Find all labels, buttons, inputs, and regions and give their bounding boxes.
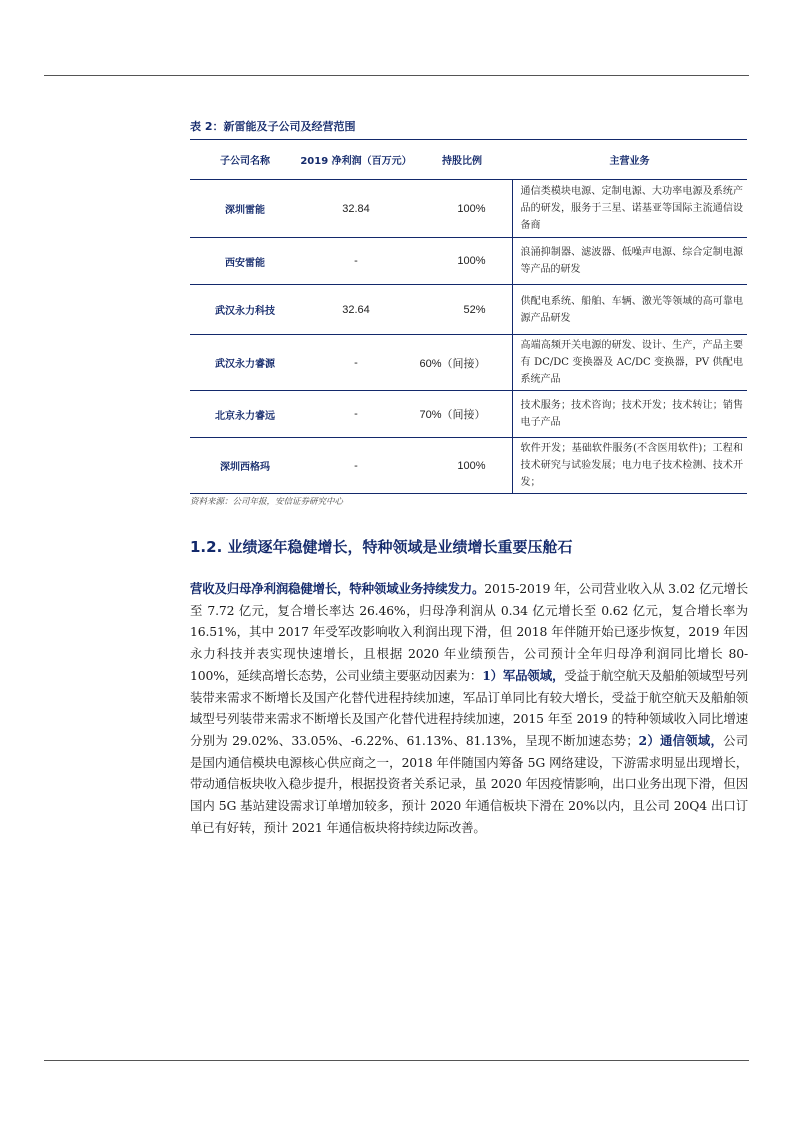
table-row xyxy=(190,335,747,391)
net-profit: - xyxy=(300,335,412,391)
footer-rule xyxy=(44,1060,749,1061)
subsidiary-name: 武汉永力科技 xyxy=(190,285,300,335)
share-ratio: 100% xyxy=(412,238,512,285)
body-paragraph xyxy=(190,578,748,838)
net-profit: 32.84 xyxy=(300,180,412,238)
main-business: 技术服务；技术咨询；技术开发；技术转让；销售电子产品 xyxy=(512,391,747,438)
section-heading: 1.2. 业绩逐年稳健增长，特种领域是业绩增长重要压舱石 xyxy=(190,538,573,556)
table-row xyxy=(190,238,747,285)
header-rule xyxy=(44,75,749,76)
paragraph-text: 2015-2019 年，公司营业收入从 3.02 亿元增长至 7.72 亿元，复合增长率达 26.46%，归母净利润从 0.34 亿元增长至 0.62 亿元，复合增长率为 16.51%，其中 2017 年受军改影响收入利润出现下滑，但 2018 年伴随开始已逐步恢复，2019 年因永力科技并表实现快速增长，且根据 2020 年业绩预告，公司预计全年归母净利润同比增长 80-100%，延续高增长态势，公司业绩主要驱动因素为： xyxy=(190,581,749,683)
driver-telecom: 2）通信领域， xyxy=(638,732,724,748)
main-business: 软件开发；基础软件服务(不含医用软件)；工程和技术研究与试验发展；电力电子技术检测、技术开发； xyxy=(512,438,747,494)
header-subsidiary-name: 子公司名称 xyxy=(190,140,300,180)
share-ratio: 100% xyxy=(412,438,512,494)
share-ratio: 52% xyxy=(412,285,512,335)
net-profit: 32.64 xyxy=(300,285,412,335)
header-share-ratio: 持股比例 xyxy=(412,140,512,180)
table-row xyxy=(190,438,747,494)
subsidiary-name: 北京永力睿远 xyxy=(190,391,300,438)
header-net-profit: 2019 净利润（百万元） xyxy=(300,140,412,180)
driver-military: 1）军品领域， xyxy=(482,667,565,683)
subsidiary-table xyxy=(190,139,747,494)
subsidiary-name: 武汉永力睿源 xyxy=(190,335,300,391)
header-main-business: 主营业务 xyxy=(512,140,747,180)
table-source-note: 资料来源：公司年报，安信证券研究中心 xyxy=(190,497,344,507)
table-header-row xyxy=(190,140,747,180)
subsidiary-name: 西安雷能 xyxy=(190,238,300,285)
subsidiary-name: 深圳雷能 xyxy=(190,180,300,238)
main-business: 浪涌抑制器、滤波器、低噪声电源、综合定制电源等产品的研发 xyxy=(512,238,747,285)
main-business: 高端高频开关电源的研发、设计、生产，产品主要有 DC/DC 变换器及 AC/DC 变换器，PV 供配电系统产品 xyxy=(512,335,747,391)
table-row xyxy=(190,391,747,438)
paragraph-text: 公司是国内通信模块电源核心供应商之一，2018 年伴随国内筹备 5G 网络建设，下游需求明显出现增长，带动通信板块收入稳步提升，根据投资者关系记录，虽 2020 年因疫情影响，出口业务出现下滑，但因国内 5G 基站建设需求订单增加较多，预计 2020 年通信板块下滑在 20%以内，且公司 20Q4 出口订单已有好转，预计 2021 年通信板块将持续边际改善。 xyxy=(190,732,748,835)
net-profit: - xyxy=(300,438,412,494)
share-ratio: 70%（间接） xyxy=(412,391,512,438)
net-profit: - xyxy=(300,391,412,438)
main-business: 通信类模块电源、定制电源、大功率电源及系统产品的研发，服务于三星、诺基亚等国际主流通信设备商 xyxy=(512,180,747,238)
table-title: 表 2：新雷能及子公司及经营范围 xyxy=(190,120,356,133)
share-ratio: 60%（间接） xyxy=(412,335,512,391)
table-row xyxy=(190,285,747,335)
net-profit: - xyxy=(300,238,412,285)
main-business: 供配电系统、船舶、车辆、激光等领域的高可靠电源产品研发 xyxy=(512,285,747,335)
subsidiary-name: 深圳西格玛 xyxy=(190,438,300,494)
paragraph-text: 受益于航空航天及船舶领域型号列装带来需求不断增长及国产化替代进程持续加速，军品订单同比有较大增长，受益于航空航天及船舶领域型号列装带来需求不断增长及国产化替代进程持续加速，2015 年至 2019 的特种领域收入同比增速分别为 29.02%、33.05%、-6.22%、61.13%、81.13%，呈现不断加速态势； xyxy=(190,667,749,748)
table-row xyxy=(190,180,747,238)
paragraph-lead: 营收及归母净利润稳健增长，特种领域业务持续发力。 xyxy=(190,581,485,596)
share-ratio: 100% xyxy=(412,180,512,238)
